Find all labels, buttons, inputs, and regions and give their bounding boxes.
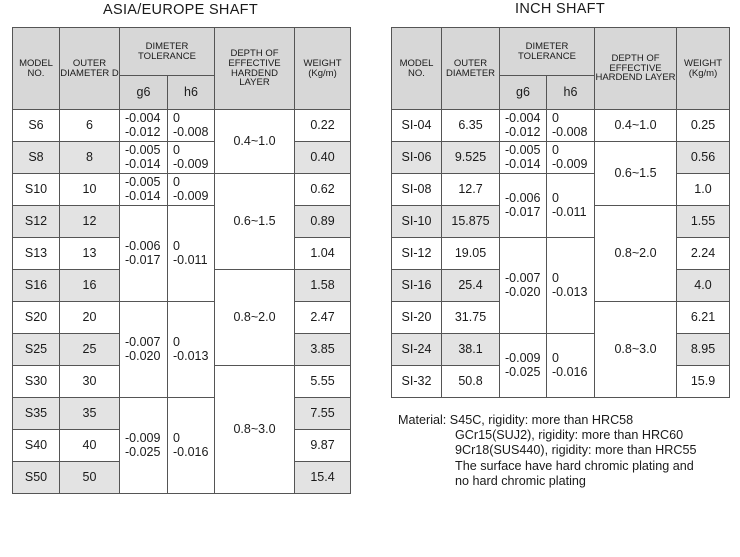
h6-cell: 0 -0.009 xyxy=(168,174,215,206)
diameter-cell: 16 xyxy=(60,270,120,302)
weight-cell: 1.58 xyxy=(295,270,351,302)
depth-cell: 0.8~2.0 xyxy=(215,270,295,366)
weight-header: WEIGHT (Kg/m) xyxy=(295,28,351,110)
h6-header: h6 xyxy=(168,76,215,110)
weight-cell: 1.0 xyxy=(677,174,730,206)
weight-cell: 0.40 xyxy=(295,142,351,174)
table-row xyxy=(13,398,351,430)
g6-cell: -0.007 -0.020 xyxy=(120,302,168,398)
model-header: MODEL NO. xyxy=(13,28,60,110)
depth-cell: 0.8~3.0 xyxy=(215,366,295,494)
table-row xyxy=(392,110,730,142)
tolerance-header: DIMETER TOLERANCE xyxy=(120,28,215,76)
diameter-cell: 8 xyxy=(60,142,120,174)
diameter-cell: 19.05 xyxy=(442,238,500,270)
weight-header: WEIGHT (Kg/m) xyxy=(677,28,730,110)
weight-cell: 1.04 xyxy=(295,238,351,270)
weight-cell: 5.55 xyxy=(295,366,351,398)
h6-cell: 0 -0.013 xyxy=(547,238,595,334)
diameter-cell: 10 xyxy=(60,174,120,206)
weight-cell: 7.55 xyxy=(295,398,351,430)
model-cell: S25 xyxy=(13,334,60,366)
material-label: Material: xyxy=(398,413,450,427)
g6-cell: -0.004 -0.012 xyxy=(120,110,168,142)
weight-cell: 2.24 xyxy=(677,238,730,270)
material-line: no hard chromic plating xyxy=(455,473,586,488)
model-cell: S13 xyxy=(13,238,60,270)
depth-cell: 0.4~1.0 xyxy=(595,110,677,142)
model-header: MODEL NO. xyxy=(392,28,442,110)
h6-cell: 0 -0.011 xyxy=(547,174,595,238)
g6-cell: -0.006 -0.017 xyxy=(120,206,168,302)
g6-header: g6 xyxy=(120,76,168,110)
material-line: The surface have hard chromic plating and xyxy=(455,458,694,473)
weight-cell: 0.25 xyxy=(677,110,730,142)
h6-cell: 0 -0.016 xyxy=(547,334,595,398)
inch-shaft-title: INCH SHAFT xyxy=(515,1,605,17)
diameter-cell: 40 xyxy=(60,430,120,462)
depth-cell: 0.6~1.5 xyxy=(595,142,677,206)
model-cell: S12 xyxy=(13,206,60,238)
model-cell: SI-06 xyxy=(392,142,442,174)
table-row xyxy=(13,142,351,174)
weight-cell: 2.47 xyxy=(295,302,351,334)
model-cell: S35 xyxy=(13,398,60,430)
model-cell: S20 xyxy=(13,302,60,334)
model-cell: S40 xyxy=(13,430,60,462)
model-cell: SI-12 xyxy=(392,238,442,270)
g6-header: g6 xyxy=(500,76,547,110)
material-line: Material: S45C, rigidity: more than HRC58 xyxy=(398,413,634,427)
h6-cell: 0 -0.009 xyxy=(547,142,595,174)
table-row xyxy=(13,174,351,206)
diameter-cell: 30 xyxy=(60,366,120,398)
table-row xyxy=(392,174,730,206)
h6-header: h6 xyxy=(547,76,595,110)
model-cell: S6 xyxy=(13,110,60,142)
diameter-cell: 31.75 xyxy=(442,302,500,334)
depth-cell: 0.8~3.0 xyxy=(595,302,677,398)
diameter-cell: 25 xyxy=(60,334,120,366)
table-row xyxy=(392,238,730,270)
depth-cell: 0.6~1.5 xyxy=(215,174,295,270)
h6-cell: 0 -0.011 xyxy=(168,206,215,302)
diameter-cell: 20 xyxy=(60,302,120,334)
g6-cell: -0.005 -0.014 xyxy=(500,142,547,174)
weight-cell: 6.21 xyxy=(677,302,730,334)
diameter-cell: 9.525 xyxy=(442,142,500,174)
weight-cell: 0.89 xyxy=(295,206,351,238)
model-cell: SI-24 xyxy=(392,334,442,366)
inch-shaft-table xyxy=(391,27,730,398)
model-cell: S30 xyxy=(13,366,60,398)
weight-cell: 15.9 xyxy=(677,366,730,398)
table-row xyxy=(13,206,351,238)
outer-diameter-header: OUTER DIAMETER xyxy=(442,28,500,110)
h6-cell: 0 -0.008 xyxy=(168,110,215,142)
diameter-cell: 50 xyxy=(60,462,120,494)
diameter-cell: 6.35 xyxy=(442,110,500,142)
diameter-cell: 12.7 xyxy=(442,174,500,206)
h6-cell: 0 -0.013 xyxy=(168,302,215,398)
weight-cell: 3.85 xyxy=(295,334,351,366)
weight-cell: 15.4 xyxy=(295,462,351,494)
model-cell: SI-16 xyxy=(392,270,442,302)
asia-europe-shaft-table xyxy=(12,27,351,494)
depth-cell: 0.8~2.0 xyxy=(595,206,677,302)
diameter-cell: 6 xyxy=(60,110,120,142)
weight-cell: 1.55 xyxy=(677,206,730,238)
material-line: GCr15(SUJ2), rigidity: more than HRC60 xyxy=(455,428,684,443)
weight-cell: 9.87 xyxy=(295,430,351,462)
weight-cell: 0.56 xyxy=(677,142,730,174)
table-row xyxy=(13,302,351,334)
model-cell: SI-32 xyxy=(392,366,442,398)
weight-cell: 4.0 xyxy=(677,270,730,302)
table-row xyxy=(392,334,730,366)
g6-cell: -0.009 -0.025 xyxy=(500,334,547,398)
g6-cell: -0.006 -0.017 xyxy=(500,174,547,238)
h6-cell: 0 -0.016 xyxy=(168,398,215,494)
model-cell: S10 xyxy=(13,174,60,206)
asia-europe-title: ASIA/EUROPE SHAFT xyxy=(103,2,258,18)
model-cell: S8 xyxy=(13,142,60,174)
g6-cell: -0.005 -0.014 xyxy=(120,142,168,174)
diameter-cell: 12 xyxy=(60,206,120,238)
depth-header: DEPTH OF EFFECTIVE HARDEND LAYER xyxy=(215,28,295,110)
tolerance-header: DIMETER TOLERANCE xyxy=(500,28,595,76)
depth-header: DEPTH OF EFFECTIVE HARDEND LAYER xyxy=(595,28,677,110)
g6-cell: -0.009 -0.025 xyxy=(120,398,168,494)
model-cell: SI-08 xyxy=(392,174,442,206)
weight-cell: 0.22 xyxy=(295,110,351,142)
weight-cell: 8.95 xyxy=(677,334,730,366)
weight-cell: 0.62 xyxy=(295,174,351,206)
model-cell: SI-20 xyxy=(392,302,442,334)
diameter-cell: 15.875 xyxy=(442,206,500,238)
model-cell: S16 xyxy=(13,270,60,302)
diameter-cell: 25.4 xyxy=(442,270,500,302)
table-row xyxy=(13,110,351,142)
model-cell: S50 xyxy=(13,462,60,494)
g6-cell: -0.007 -0.020 xyxy=(500,238,547,334)
model-cell: SI-04 xyxy=(392,110,442,142)
diameter-cell: 38.1 xyxy=(442,334,500,366)
table-row xyxy=(392,142,730,174)
diameter-cell: 35 xyxy=(60,398,120,430)
diameter-cell: 13 xyxy=(60,238,120,270)
g6-cell: -0.005 -0.014 xyxy=(120,174,168,206)
material-line: 9Cr18(SUS440), rigidity: more than HRC55 xyxy=(455,443,697,458)
model-cell: SI-10 xyxy=(392,206,442,238)
h6-cell: 0 -0.008 xyxy=(547,110,595,142)
h6-cell: 0 -0.009 xyxy=(168,142,215,174)
material-note xyxy=(398,413,696,489)
diameter-cell: 50.8 xyxy=(442,366,500,398)
depth-cell: 0.4~1.0 xyxy=(215,110,295,174)
outer-diameter-header: OUTER DIAMETER D xyxy=(60,28,120,110)
g6-cell: -0.004 -0.012 xyxy=(500,110,547,142)
